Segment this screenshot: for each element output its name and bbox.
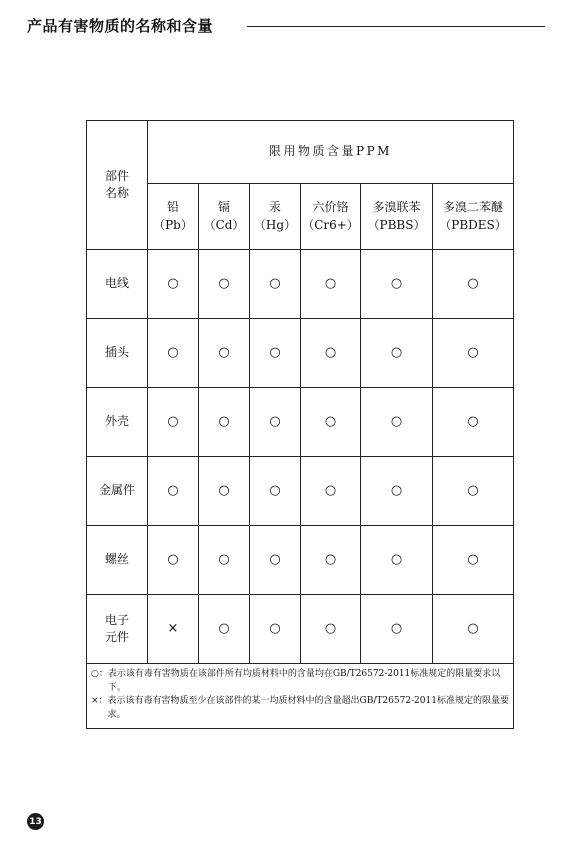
table-row xyxy=(87,457,514,526)
part-name-cell xyxy=(87,457,148,526)
substance-name: 铅 xyxy=(166,200,179,215)
substance-header xyxy=(250,184,301,250)
compliance-mark: ○ xyxy=(250,457,301,526)
table-body xyxy=(87,250,514,664)
compliance-mark: ○ xyxy=(301,388,361,457)
table-row xyxy=(87,319,514,388)
compliance-mark: ○ xyxy=(433,388,514,457)
note-line xyxy=(91,695,509,722)
part-name: 电线 xyxy=(104,276,129,291)
table-row xyxy=(87,526,514,595)
substance-header xyxy=(433,184,514,250)
table-row xyxy=(87,595,514,664)
compliance-mark: ○ xyxy=(250,526,301,595)
part-name-cell xyxy=(87,319,148,388)
compliance-mark: ○ xyxy=(148,388,199,457)
substance-header xyxy=(361,184,433,250)
substance-name: 汞 xyxy=(268,200,281,215)
compliance-mark: ○ xyxy=(148,457,199,526)
compliance-mark: ○ xyxy=(361,595,433,664)
substance-symbol: （Hg） xyxy=(253,217,297,232)
title-rule xyxy=(247,26,545,27)
compliance-mark: ○ xyxy=(433,457,514,526)
compliance-mark: ○ xyxy=(148,250,199,319)
compliance-mark: ○ xyxy=(361,319,433,388)
part-name-header-line-2: 名称 xyxy=(104,186,129,200)
part-name: 元件 xyxy=(104,630,129,644)
part-name-header xyxy=(87,121,148,250)
substance-header-row xyxy=(87,184,514,250)
page-number-badge xyxy=(27,813,44,830)
substance-name: 镉 xyxy=(217,200,230,215)
note-line xyxy=(91,668,509,695)
page-number: 13 xyxy=(29,816,42,827)
part-name-header-line-1: 部件 xyxy=(104,168,129,183)
substance-symbol: （PBBS） xyxy=(367,217,426,232)
part-name-cell xyxy=(87,250,148,319)
compliance-mark: ○ xyxy=(301,526,361,595)
compliance-mark: ○ xyxy=(301,595,361,664)
part-name: 外壳 xyxy=(104,414,129,429)
table-row xyxy=(87,388,514,457)
part-name-cell xyxy=(87,526,148,595)
compliance-mark: ○ xyxy=(301,457,361,526)
compliance-mark: ○ xyxy=(433,319,514,388)
substance-symbol: （Cd） xyxy=(203,217,245,232)
part-name: 金属件 xyxy=(98,483,135,498)
table-row xyxy=(87,250,514,319)
substance-symbol: （PBDES） xyxy=(439,217,507,232)
compliance-mark: ○ xyxy=(199,319,250,388)
substance-header xyxy=(301,184,361,250)
substance-header xyxy=(199,184,250,250)
compliance-mark: ○ xyxy=(250,595,301,664)
notes-cell xyxy=(87,664,514,729)
compliance-mark: ○ xyxy=(148,319,199,388)
substance-symbol: （Pb） xyxy=(153,217,193,232)
compliance-mark: ○ xyxy=(433,526,514,595)
limit-header: 限用物质含量PPM xyxy=(148,121,514,184)
substance-symbol: （Cr6+） xyxy=(302,217,359,232)
substance-name: 多溴联苯 xyxy=(372,200,421,215)
compliance-mark: ○ xyxy=(199,595,250,664)
compliance-mark: ○ xyxy=(199,526,250,595)
part-name-cell xyxy=(87,595,148,664)
compliance-mark: ○ xyxy=(250,319,301,388)
compliance-mark: ○ xyxy=(301,250,361,319)
hazardous-substance-table-wrap xyxy=(86,120,513,729)
compliance-mark: ○ xyxy=(361,526,433,595)
note-symbol: ○： xyxy=(91,669,108,679)
note-text: 表示该有毒有害物质在该部件所有均质材料中的含量均在GB/T26572-2011标准规定的限量要求以下。 xyxy=(107,669,501,693)
note-text: 表示该有毒有害物质至少在该部件的某一均质材料中的含量超出GB/T26572-2011标准规定的限量要求。 xyxy=(107,696,509,720)
compliance-mark: ○ xyxy=(250,388,301,457)
part-name-cell xyxy=(87,388,148,457)
compliance-mark: ○ xyxy=(433,250,514,319)
compliance-mark: × xyxy=(148,595,199,664)
compliance-mark: ○ xyxy=(199,457,250,526)
part-name: 螺丝 xyxy=(104,552,129,567)
compliance-mark: ○ xyxy=(199,250,250,319)
hazardous-substance-table xyxy=(86,120,514,729)
compliance-mark: ○ xyxy=(433,595,514,664)
compliance-mark: ○ xyxy=(199,388,250,457)
substance-header xyxy=(148,184,199,250)
part-name: 插头 xyxy=(104,345,129,360)
page-title: 产品有害物质的名称和含量 xyxy=(27,17,214,35)
compliance-mark: ○ xyxy=(148,526,199,595)
compliance-mark: ○ xyxy=(361,457,433,526)
substance-name: 六价铬 xyxy=(312,200,349,215)
part-name: 电子 xyxy=(104,612,129,627)
compliance-mark: ○ xyxy=(301,319,361,388)
compliance-mark: ○ xyxy=(361,388,433,457)
substance-name: 多溴二苯醚 xyxy=(442,200,503,215)
compliance-mark: ○ xyxy=(361,250,433,319)
compliance-mark: ○ xyxy=(250,250,301,319)
note-symbol: ×： xyxy=(91,696,108,706)
